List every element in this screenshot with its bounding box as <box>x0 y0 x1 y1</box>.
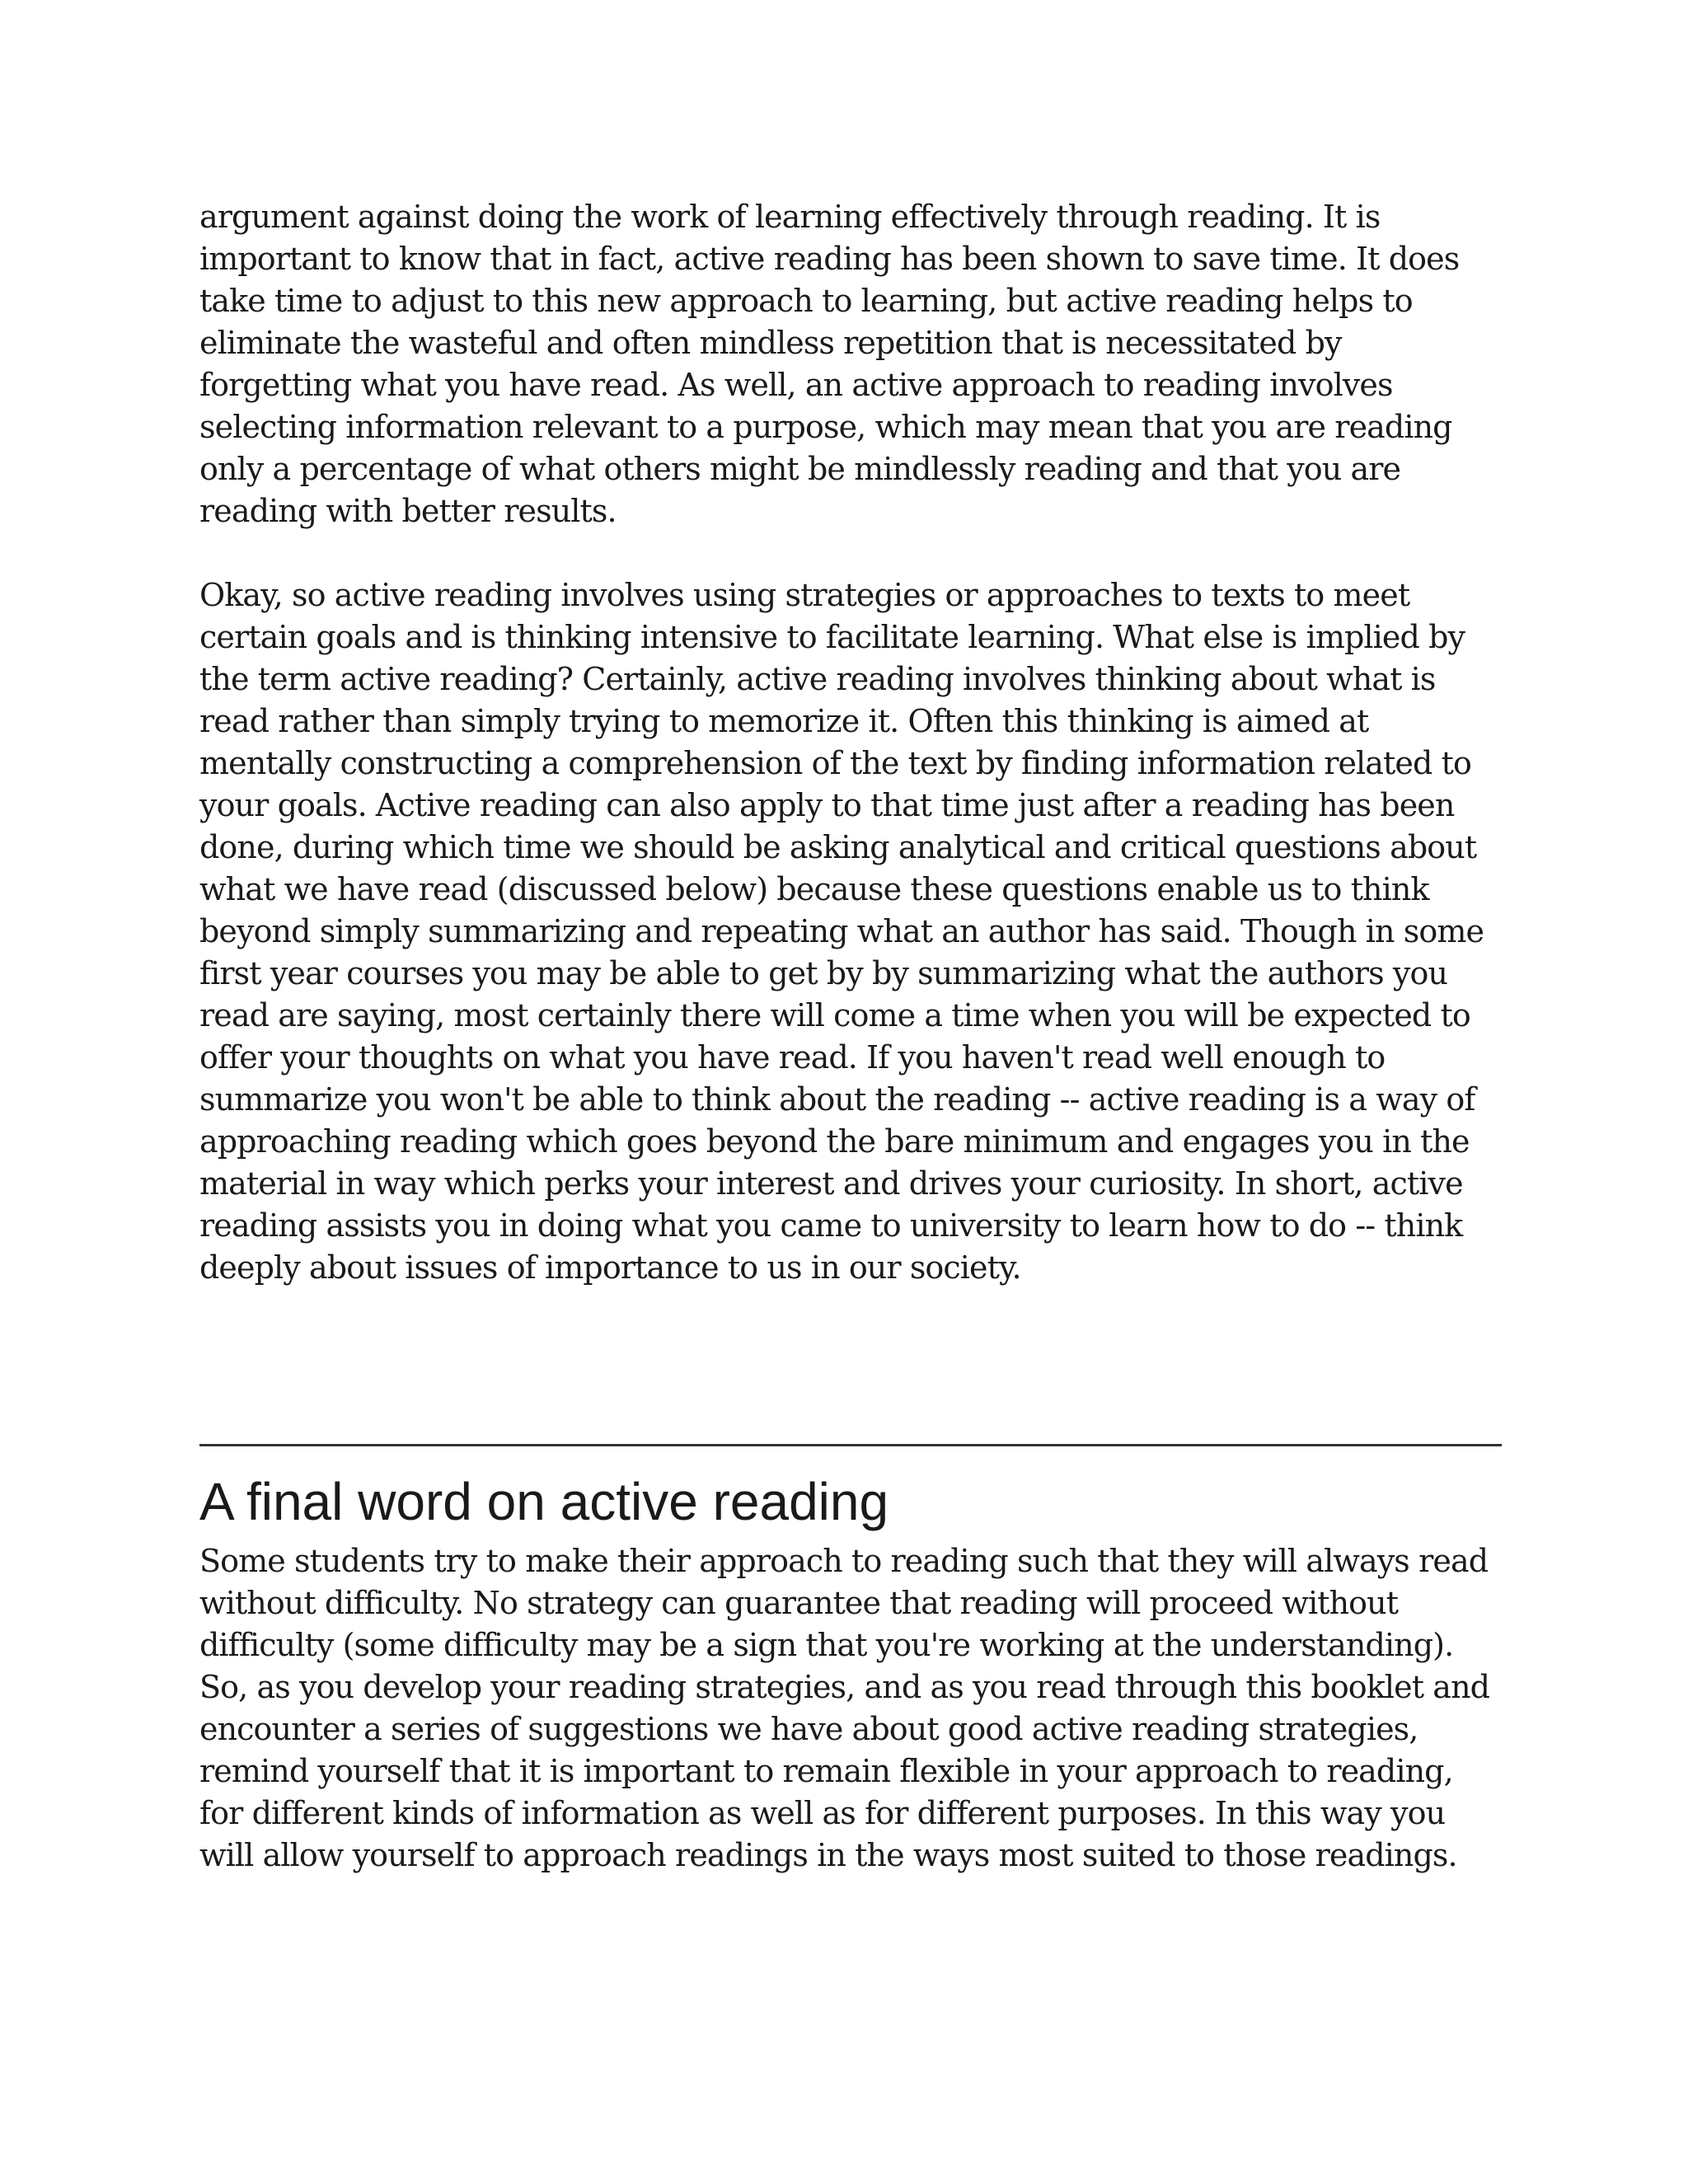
text-line: reading assists you in doing what you came to university to learn how to do -- think <box>199 1207 1463 1244</box>
text-line: Some students try to make their approach to reading such that they will always read <box>199 1543 1489 1579</box>
text-line: approaching reading which goes beyond the bare minimum and engages you in the <box>199 1123 1470 1160</box>
text-line: So, as you develop your reading strategies, and as you read through this booklet and <box>199 1669 1490 1705</box>
text-line: material in way which perks your interest and drives your curiosity. In short, active <box>199 1165 1463 1202</box>
text-line: mentally constructing a comprehension of the text by finding information related to <box>199 745 1471 781</box>
text-line: difficulty (some difficulty may be a sign that you're working at the understanding). <box>199 1627 1454 1663</box>
paragraph-final-word <box>199 1540 1502 1877</box>
final-word-text <box>199 1540 1502 1877</box>
text-line: encounter a series of suggestions we have about good active reading strategies, <box>199 1711 1418 1747</box>
text-line: remind yourself that it is important to remain flexible in your approach to reading, <box>199 1753 1453 1789</box>
section-heading: A final word on active reading <box>199 1472 889 1531</box>
text-line: read are saying, most certainly there will come a time when you will be expected to <box>199 997 1470 1033</box>
text-line: for different kinds of information as well as for different purposes. In this way you <box>199 1795 1446 1831</box>
text-line: only a percentage of what others might be mindlessly reading and that you are <box>199 451 1401 487</box>
text-line: summarize you won't be able to think about the reading -- active reading is a way of <box>199 1081 1475 1118</box>
text-line: without difficulty. No strategy can guarantee that reading will proceed without <box>199 1585 1399 1621</box>
text-line: the term active reading? Certainly, active reading involves thinking about what is <box>199 661 1436 697</box>
text-line: important to know that in fact, active reading has been shown to save time. It does <box>199 241 1460 277</box>
text-line: argument against doing the work of learning effectively through reading. It is <box>199 199 1381 235</box>
paragraph-time-saving <box>199 196 1502 532</box>
text-line: beyond simply summarizing and repeating what an author has said. Though in some <box>199 913 1484 949</box>
text-line: certain goals and is thinking intensive to facilitate learning. What else is implied by <box>199 619 1465 655</box>
paragraph-active-reading <box>199 574 1502 1289</box>
text-line: read rather than simply trying to memorize it. Often this thinking is aimed at <box>199 703 1369 739</box>
body-text <box>199 196 1502 1289</box>
text-line: will allow yourself to approach readings in the ways most suited to those readings. <box>199 1837 1457 1873</box>
text-line: what we have read (discussed below) because these questions enable us to think <box>199 871 1429 907</box>
text-line: Okay, so active reading involves using strategies or approaches to texts to meet <box>199 577 1410 613</box>
text-line: selecting information relevant to a purpose, which may mean that you are reading <box>199 409 1452 445</box>
text-line: eliminate the wasteful and often mindless repetition that is necessitated by <box>199 325 1342 361</box>
text-line: reading with better results. <box>199 493 617 529</box>
section-divider <box>199 1444 1502 1446</box>
text-line: take time to adjust to this new approach to learning, but active reading helps to <box>199 283 1413 319</box>
text-line: offer your thoughts on what you have read. If you haven't read well enough to <box>199 1039 1386 1076</box>
text-line: your goals. Active reading can also apply to that time just after a reading has been <box>199 787 1455 823</box>
text-line: deeply about issues of importance to us in our society. <box>199 1249 1021 1286</box>
text-line: done, during which time we should be asking analytical and critical questions about <box>199 829 1477 865</box>
text-line: forgetting what you have read. As well, an active approach to reading involves <box>199 367 1393 403</box>
text-line: first year courses you may be able to get by by summarizing what the authors you <box>199 955 1448 991</box>
